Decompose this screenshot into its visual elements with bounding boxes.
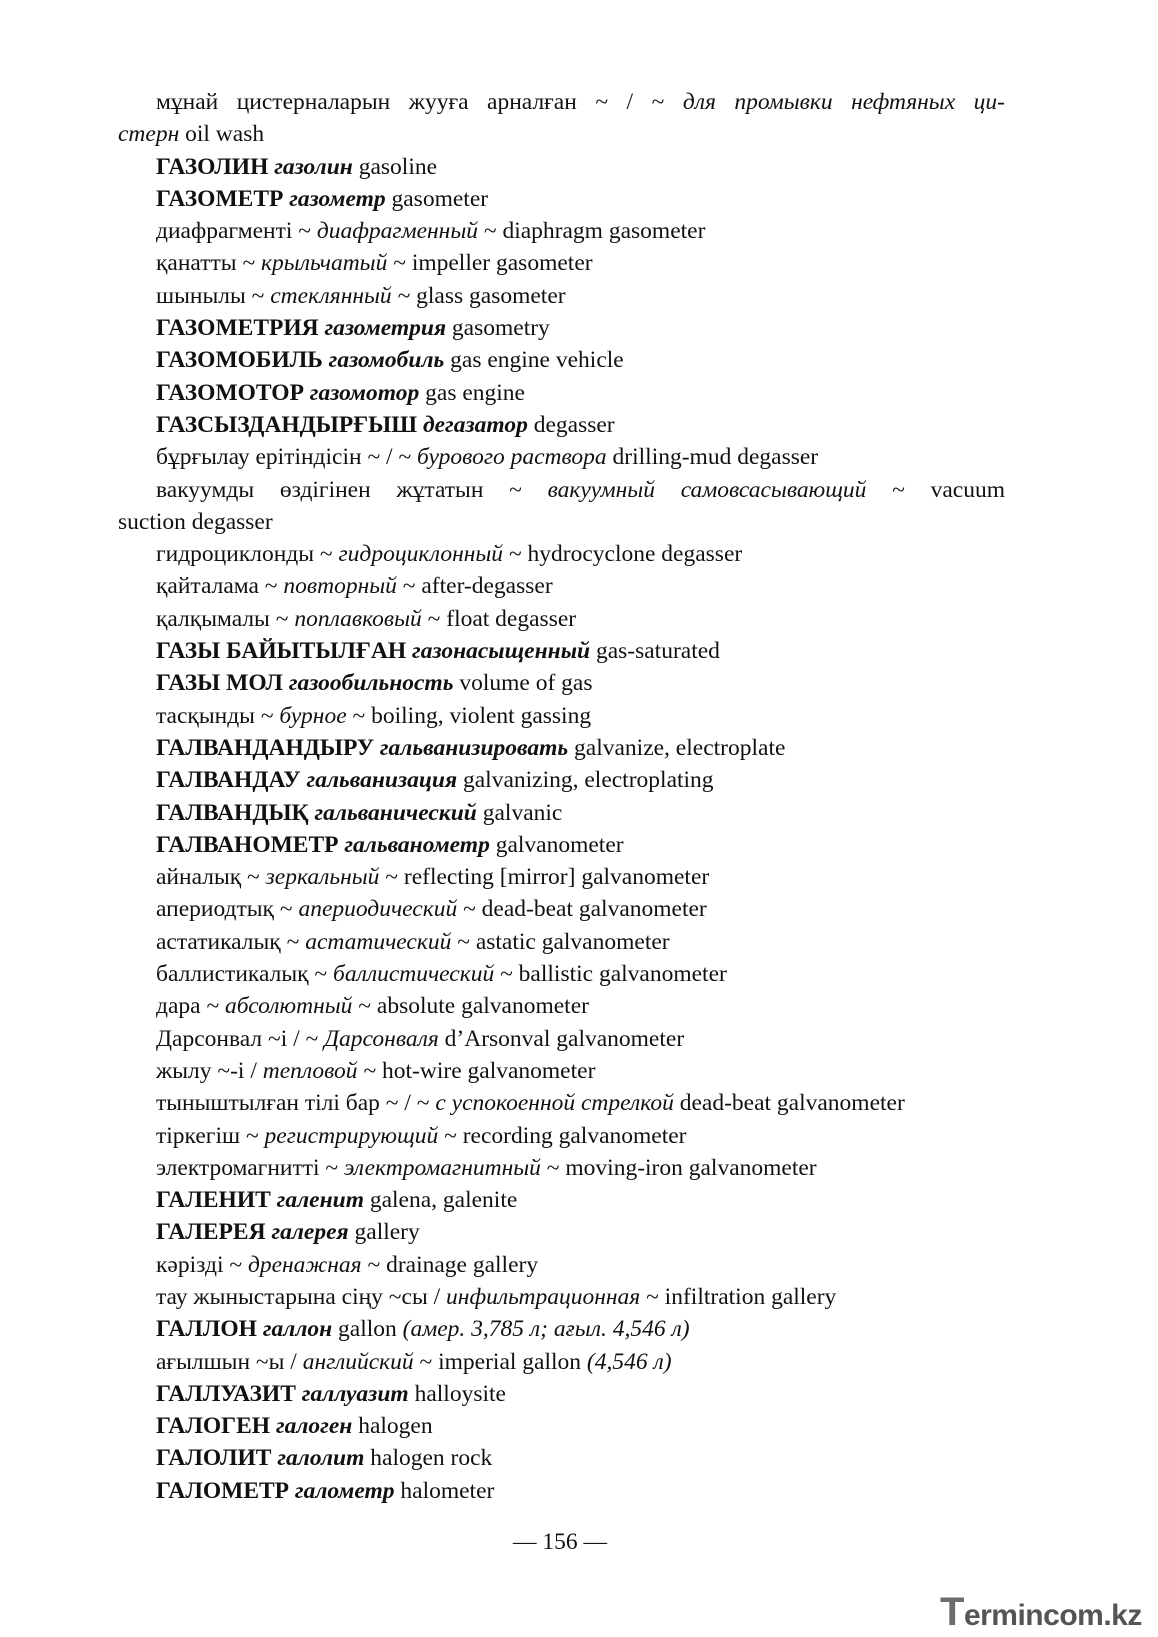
entry-subterm-line <box>118 926 1005 958</box>
english-term: gasoline <box>358 153 438 180</box>
russian-term: с успокоенной стрелкой <box>435 1090 674 1117</box>
kazakh-term: Дарсонвал ~і / ~ <box>156 1025 319 1052</box>
kazakh-headword: ГАЗЫ БАЙЫТЫЛҒАН <box>156 638 407 665</box>
russian-term: апериодический <box>298 896 458 923</box>
russian-term: галлуазит <box>301 1380 409 1407</box>
russian-term: тепловой <box>262 1057 358 1084</box>
entry-continuation-line <box>118 506 1005 538</box>
russian-term: дренажная <box>247 1251 362 1278</box>
russian-term: газообильность <box>288 670 454 697</box>
entry-subterm-line <box>118 441 1005 473</box>
kazakh-headword: ГАЛЛУАЗИТ <box>156 1380 296 1407</box>
english-term: d’Arsonval galvanometer <box>444 1025 685 1052</box>
logo-letter-t: T <box>940 1590 964 1634</box>
entry-subterm-line <box>118 1346 1005 1378</box>
russian-term: диафрагменный <box>316 218 478 245</box>
page-number: — 156 — <box>513 1529 607 1555</box>
russian-term: астатический <box>305 928 452 955</box>
entry-headword-line <box>118 1313 1005 1345</box>
kazakh-headword: ГАЛЕРЕЯ <box>156 1219 266 1246</box>
english-term: ~ astatic galvanometer <box>457 928 670 955</box>
english-term: ~ impeller gasometer <box>393 250 593 277</box>
entry-subterm-line <box>118 1055 1005 1087</box>
english-term: ~ float degasser <box>427 605 577 632</box>
kazakh-headword: ГАЛЕНИТ <box>156 1187 271 1214</box>
entry-subterm-line <box>118 1249 1005 1281</box>
english-term: ~ imperial gallon <box>419 1348 582 1375</box>
english-term: ~ hot-wire galvanometer <box>363 1057 596 1084</box>
english-term: ~ absolute galvanometer <box>358 993 589 1020</box>
russian-term: газонасыщенный <box>412 638 591 665</box>
entry-subterm-line <box>118 86 1005 118</box>
entry-headword-line <box>118 151 1005 183</box>
kazakh-term: дара ~ <box>156 993 220 1020</box>
russian-term: газомобиль <box>328 347 445 374</box>
russian-term: стерн <box>118 121 180 148</box>
kazakh-headword: ГАЛВАНОМЕТР <box>156 831 339 858</box>
russian-term: повторный <box>283 573 397 600</box>
kazakh-headword: ГАЛВАНДЫҚ <box>156 799 309 826</box>
kazakh-term: электромагнитті ~ <box>156 1154 339 1181</box>
entry-subterm-line <box>118 1152 1005 1184</box>
entry-headword-line <box>118 1410 1005 1442</box>
kazakh-term: баллистикалық ~ <box>156 961 328 988</box>
russian-term: регистрирующий <box>264 1122 439 1149</box>
english-term: galvanizing, electroplating <box>462 767 714 794</box>
entry-subterm-line <box>118 1281 1005 1313</box>
english-term: ~ ballistic galvanometer <box>500 961 727 988</box>
russian-term: газометр <box>289 185 386 212</box>
russian-term: галерея <box>271 1219 349 1246</box>
entry-headword-line <box>118 312 1005 344</box>
russian-term: галенит <box>276 1187 364 1214</box>
entry-headword-line <box>118 1442 1005 1474</box>
entry-headword-line <box>118 183 1005 215</box>
kazakh-headword: ГАЗОМОТОР <box>156 379 304 406</box>
english-term: ~ drainage gallery <box>367 1251 539 1278</box>
entry-headword-line <box>118 635 1005 667</box>
russian-term: для промывки нефтяных ци- <box>682 89 1005 115</box>
entry-subterm-line <box>118 280 1005 312</box>
entry-headword-line <box>118 667 1005 699</box>
kazakh-headword: ГАЗОМОБИЛЬ <box>156 347 323 374</box>
kazakh-headword: ГАЗОМЕТРИЯ <box>156 315 319 342</box>
kazakh-headword: ГАЗОМЕТР <box>156 185 284 212</box>
russian-term: газолин <box>274 153 353 180</box>
english-term: ~ infiltration gallery <box>646 1283 837 1310</box>
russian-term: гальванометр <box>344 831 490 858</box>
termincom-logo <box>940 1590 1142 1635</box>
russian-term: бурное <box>279 702 347 729</box>
english-term: ~ diaphragm gasometer <box>483 218 706 245</box>
english-term: oil wash <box>185 121 265 148</box>
entry-subterm-line <box>118 893 1005 925</box>
entry-subterm-line <box>118 990 1005 1022</box>
entry-headword-line <box>118 344 1005 376</box>
russian-term: дегазатор <box>422 411 528 438</box>
kazakh-term: апериодтық ~ <box>156 896 293 923</box>
kazakh-term: қайталама ~ <box>156 573 278 600</box>
english-term: gas-saturated <box>595 638 720 665</box>
entry-subterm-line <box>118 958 1005 990</box>
kazakh-headword: ГАЗОЛИН <box>156 153 269 180</box>
kazakh-term: айналық ~ <box>156 864 260 891</box>
kazakh-headword: ГАЛВАНДАНДЫРУ <box>156 734 374 761</box>
dictionary-page-body <box>118 86 1005 1507</box>
entry-subterm-line <box>118 215 1005 247</box>
russian-term: инфильтрационная <box>446 1283 641 1310</box>
russian-term: гальванический <box>314 799 477 826</box>
kazakh-headword: ГАЛОЛИТ <box>156 1445 272 1472</box>
entry-headword-line <box>118 409 1005 441</box>
kazakh-term: тау жыныстарына сіңу ~сы / <box>156 1283 441 1310</box>
russian-term: стеклянный <box>270 282 392 309</box>
russian-term: гидроциклонный <box>338 541 504 568</box>
english-term: galena, galenite <box>369 1187 518 1214</box>
english-term: halogen rock <box>370 1445 493 1472</box>
kazakh-term: мұнай цистерналарын жууға арналған ~ / ~ <box>156 89 665 115</box>
kazakh-headword: ГАЛОМЕТР <box>156 1477 290 1504</box>
kazakh-term: ағылшын ~ы / <box>156 1348 297 1375</box>
entry-subterm-line <box>118 570 1005 602</box>
kazakh-term: бұрғылау ерітіндісін ~ / ~ <box>156 444 412 471</box>
kazakh-term: қанатты ~ <box>156 250 256 277</box>
entry-subterm-line <box>118 474 1005 506</box>
russian-term: электромагнитный <box>344 1154 541 1181</box>
english-term: halogen <box>358 1413 433 1440</box>
kazakh-term: диафрагменті ~ <box>156 218 311 245</box>
english-term: halometer <box>400 1477 495 1504</box>
kazakh-term: шынылы ~ <box>156 282 265 309</box>
english-term: gallon <box>338 1316 397 1343</box>
english-term: gasometer <box>391 185 489 212</box>
entry-subterm-line <box>118 1087 1005 1119</box>
entry-headword-line <box>118 829 1005 861</box>
russian-term: газометрия <box>324 315 447 342</box>
entry-subterm-line <box>118 1120 1005 1152</box>
english-term: degasser <box>533 411 615 438</box>
entry-headword-line <box>118 1378 1005 1410</box>
kazakh-headword: ГАЗЫ МОЛ <box>156 670 283 697</box>
kazakh-term: тасқынды ~ <box>156 702 274 729</box>
russian-term: галометр <box>294 1477 395 1504</box>
english-term: ~ moving-iron galvanometer <box>546 1154 817 1181</box>
russian-term: гальванизация <box>306 767 458 794</box>
english-term: gas engine <box>425 379 525 406</box>
english-term: ~ reflecting [mirror] galvanometer <box>385 864 710 891</box>
kazakh-term: тыныштылған тілі бар ~ / ~ <box>156 1090 430 1117</box>
entry-headword-line <box>118 1184 1005 1216</box>
english-term: ~ hydrocyclone degasser <box>508 541 743 568</box>
english-term: gasometry <box>451 315 550 342</box>
russian-term: абсолютный <box>225 993 353 1020</box>
entry-headword-line <box>118 377 1005 409</box>
entry-headword-line <box>118 1216 1005 1248</box>
russian-term: крыльчатый <box>261 250 388 277</box>
logo-text: ermincom.kz <box>963 1599 1142 1632</box>
entry-subterm-line <box>118 1023 1005 1055</box>
russian-term: бурового раствора <box>417 444 607 471</box>
english-term: ~ recording galvanometer <box>444 1122 687 1149</box>
russian-term: галоген <box>275 1413 353 1440</box>
kazakh-headword: ГАЛОГЕН <box>156 1413 271 1440</box>
russian-term: поплавковый <box>294 605 422 632</box>
entry-headword-line <box>118 797 1005 829</box>
entry-subterm-line <box>118 538 1005 570</box>
kazakh-term: кәрізді ~ <box>156 1251 243 1278</box>
english-term: ~ after-degasser <box>402 573 553 600</box>
english-term: galvanometer <box>495 831 624 858</box>
russian-term: галлон <box>262 1316 333 1343</box>
kazakh-headword: ГАЛЛОН <box>156 1316 257 1343</box>
entry-subterm-line <box>118 700 1005 732</box>
english-term: halloysite <box>414 1380 506 1407</box>
russian-term: баллистический <box>333 961 495 988</box>
english-term: ~ glass gasometer <box>397 282 566 309</box>
russian-term: английский <box>302 1348 414 1375</box>
english-term: volume of gas <box>459 670 593 697</box>
entry-subterm-line <box>118 861 1005 893</box>
english-term: galvanic <box>482 799 563 826</box>
english-term: ~ boiling, violent gassing <box>352 702 592 729</box>
entry-headword-line <box>118 1475 1005 1507</box>
russian-term: Дарсонваля <box>324 1025 439 1052</box>
russian-term: галолит <box>277 1445 365 1472</box>
kazakh-term: тіркегіш ~ <box>156 1122 259 1149</box>
entry-subterm-line <box>118 603 1005 635</box>
kazakh-term: астатикалық ~ <box>156 928 300 955</box>
english-term: gallery <box>354 1219 420 1246</box>
russian-term: вакуумный самовсасывающий <box>547 476 867 503</box>
english-term: suction degasser <box>118 508 273 535</box>
entry-subterm-line <box>118 247 1005 279</box>
kazakh-headword: ГАЛВАНДАУ <box>156 767 301 794</box>
kazakh-term: жылу ~-і / <box>156 1057 257 1084</box>
english-term: dead-beat galvanometer <box>679 1090 905 1117</box>
english-term: drilling-mud degasser <box>612 444 819 471</box>
entry-continuation-line <box>118 118 1005 150</box>
kazakh-term: қалқымалы ~ <box>156 605 289 632</box>
entry-headword-line <box>118 764 1005 796</box>
russian-term: гальванизировать <box>379 734 569 761</box>
english-term: ~ dead-beat galvanometer <box>463 896 707 923</box>
unit-note: (4,546 л) <box>586 1348 672 1375</box>
kazakh-term: гидроциклонды ~ <box>156 541 333 568</box>
kazakh-headword: ГАЗСЫЗДАНДЫРҒЫШ <box>156 411 418 438</box>
russian-term: газомотор <box>309 379 420 406</box>
english-term: ~ vacuum <box>892 476 1006 503</box>
unit-note: (амер. 3,785 л; ағыл. 4,546 л) <box>402 1316 690 1343</box>
english-term: gas engine vehicle <box>450 347 624 374</box>
kazakh-term: вакуумды өздігінен жұтатын ~ <box>156 476 522 503</box>
russian-term: зеркальный <box>265 864 380 891</box>
english-term: galvanize, electroplate <box>574 734 786 761</box>
entry-headword-line <box>118 732 1005 764</box>
